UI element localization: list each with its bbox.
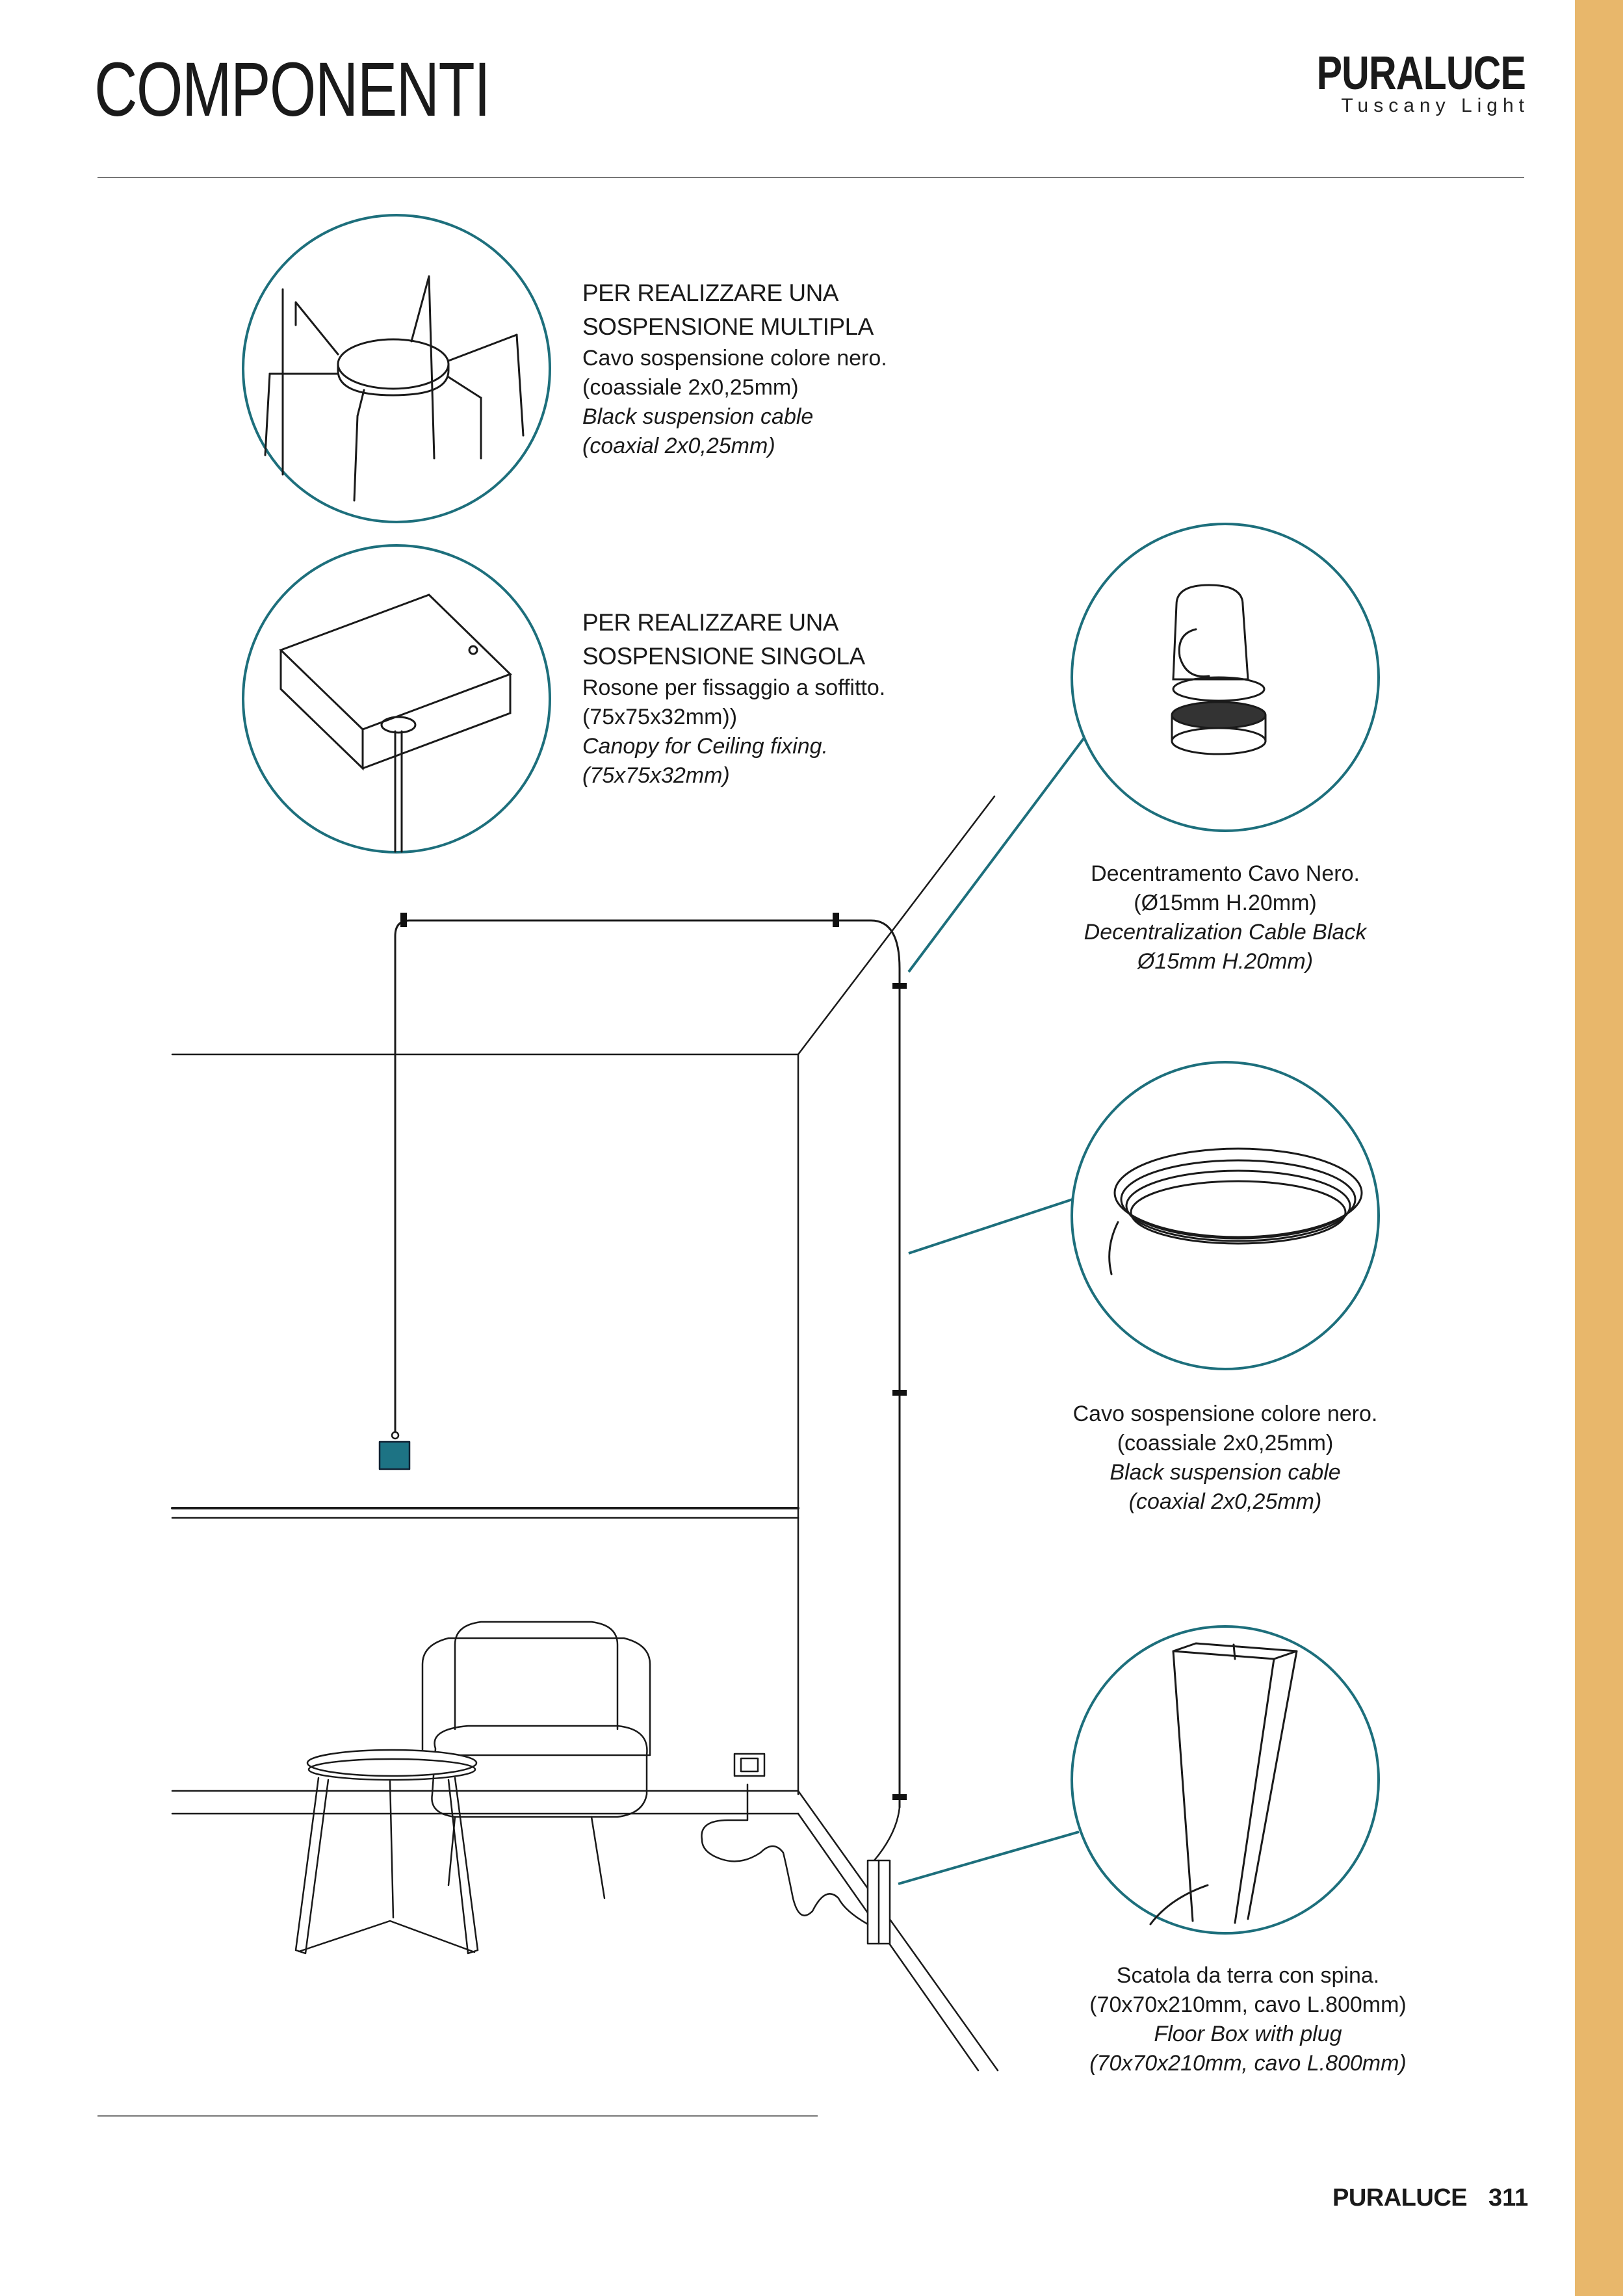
- callout-circle-scatola: [1072, 1626, 1379, 1933]
- italian-text-line: (70x70x210mm, cavo L.800mm): [1089, 1992, 1407, 2017]
- english-text-line: (75x75x32mm): [582, 763, 730, 788]
- english-text-line: Ø15mm H.20mm): [1137, 949, 1314, 974]
- english-text-line: (coaxial 2x0,25mm): [1128, 1489, 1322, 1514]
- italian-text-line: (coassiale 2x0,25mm): [582, 375, 799, 400]
- floor-box: [868, 1807, 900, 1944]
- heading-line: SOSPENSIONE SINGOLA: [582, 643, 865, 670]
- side-table: [296, 1750, 478, 1953]
- floor-box-icon: [1150, 1643, 1297, 1924]
- multi-canopy-icon: [265, 276, 523, 501]
- italian-text-line: Cavo sospensione colore nero.: [1072, 1402, 1378, 1426]
- cable-clips: [400, 913, 907, 1800]
- description-scatola: [1040, 1961, 1456, 2078]
- decentralizer-icon: [1172, 585, 1266, 754]
- callout-circle-cavo: [1072, 1062, 1379, 1369]
- heading-line: SOSPENSIONE MULTIPLA: [582, 313, 874, 340]
- english-text-line: (70x70x210mm, cavo L.800mm): [1089, 2051, 1407, 2076]
- english-text-line: Canopy for Ceiling fixing.: [582, 734, 828, 759]
- italian-text-line: (coassiale 2x0,25mm): [1117, 1431, 1334, 1455]
- description-singola: [582, 606, 885, 790]
- italian-text-line: Cavo sospensione colore nero.: [582, 346, 887, 371]
- english-text-line: Black suspension cable: [1110, 1460, 1341, 1485]
- english-text-line: Black suspension cable: [582, 404, 814, 429]
- italian-text-line: (75x75x32mm)): [582, 705, 738, 729]
- wall-socket: [734, 1754, 764, 1776]
- description-decentramento: [1050, 859, 1401, 976]
- english-text-line: Decentralization Cable Black: [1084, 920, 1367, 945]
- pendant-lamp: [380, 1432, 409, 1469]
- italian-text-line: Rosone per fissaggio a soffitto.: [582, 675, 886, 700]
- page-title: COMPONENTI: [94, 47, 490, 133]
- description-cavo: [1043, 1400, 1407, 1517]
- brand-tagline: Tuscany Light: [1341, 95, 1529, 116]
- callout-circles: [243, 215, 1379, 1933]
- leader-cavo: [909, 1199, 1072, 1253]
- heading-line: PER REALIZZARE UNA: [582, 280, 838, 306]
- italian-text-line: Scatola da terra con spina.: [1116, 1963, 1380, 1988]
- cable-coil-icon: [1110, 1149, 1362, 1274]
- italian-text-line: (Ø15mm H.20mm): [1134, 891, 1317, 915]
- heading-line: PER REALIZZARE UNA: [582, 609, 838, 636]
- leader-scatola: [898, 1832, 1079, 1884]
- english-text-line: Floor Box with plug: [1154, 2022, 1342, 2046]
- canopy-box-icon: [281, 595, 510, 852]
- italian-text-line: Decentramento Cavo Nero.: [1091, 861, 1360, 886]
- suspension-cable-run: [395, 920, 900, 1807]
- page-number: 311: [1488, 2184, 1529, 2211]
- english-text-line: (coaxial 2x0,25mm): [582, 434, 775, 458]
- footer-brand: PURALUCE: [1332, 2184, 1468, 2211]
- description-multipla: [582, 276, 887, 461]
- brand-name: PURALUCE: [1316, 47, 1526, 99]
